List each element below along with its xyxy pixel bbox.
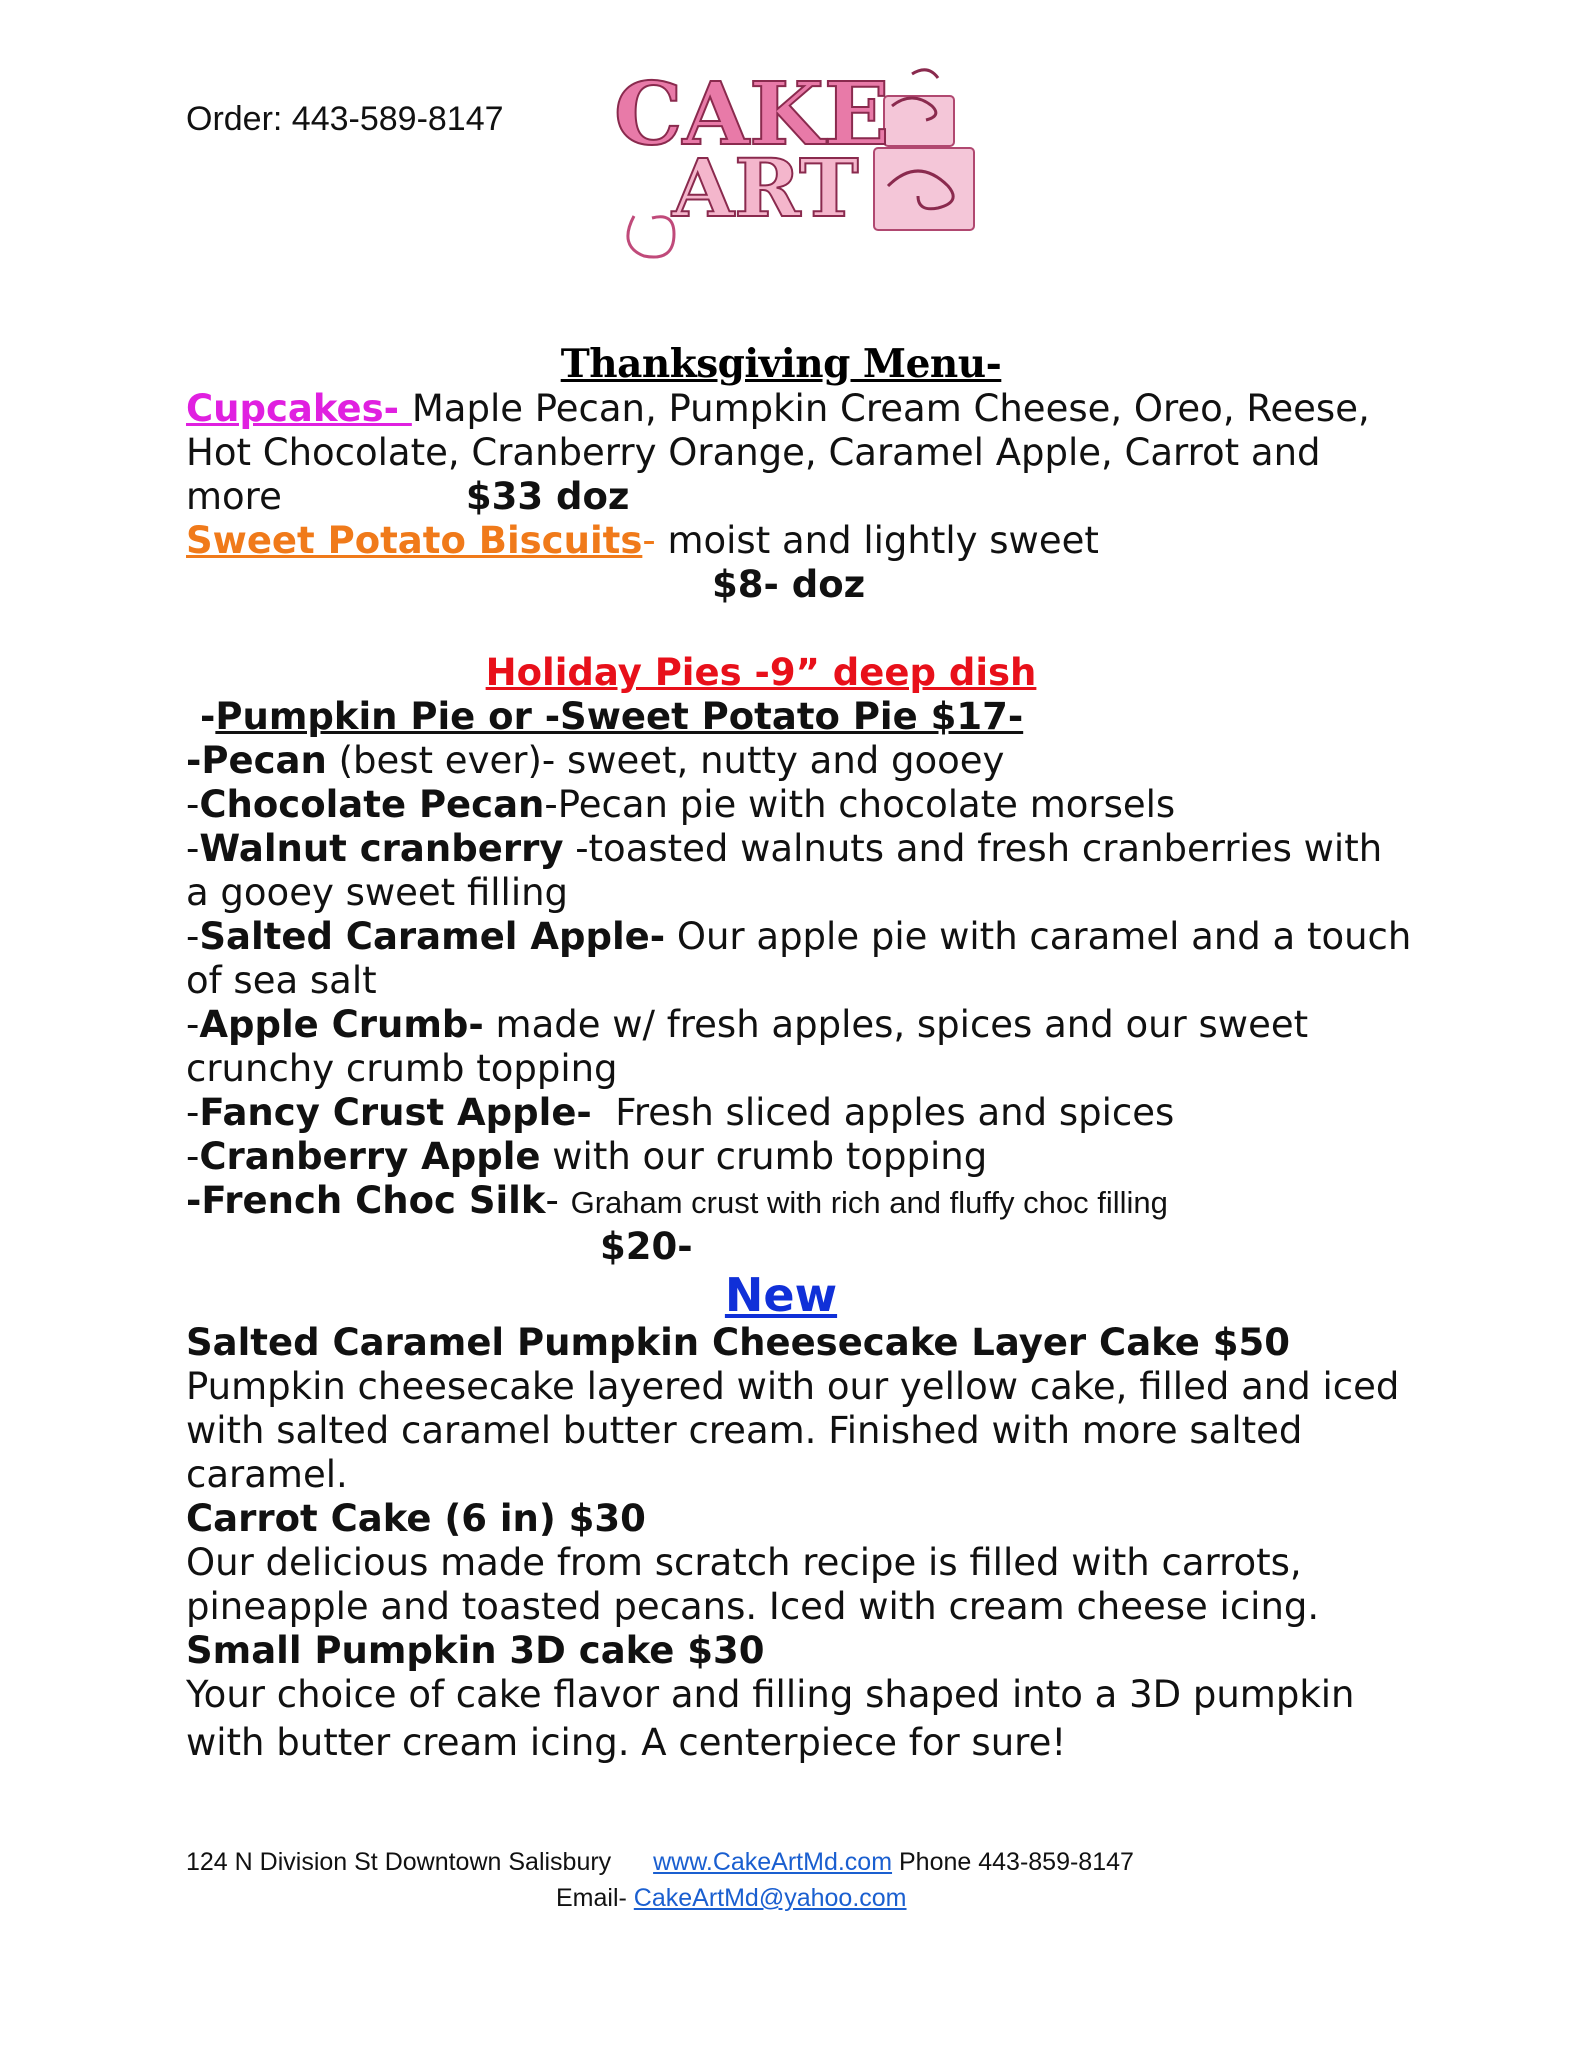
- cupcakes-flavors-2: Hot Chocolate, Cranberry Orange, Caramel Apple, Carrot and: [186, 431, 1321, 474]
- pie-choc-pecan-desc: -Pecan pie with chocolate morsels: [544, 783, 1176, 826]
- pie-silk-name: -French Choc Silk: [186, 1179, 546, 1222]
- new-item2-desc-2: pineapple and toasted pecans. Iced with cream cheese icing.: [186, 1585, 1320, 1628]
- pie-apple-crumb: -Apple Crumb- made w/ fresh apples, spices and our sweet: [186, 1003, 1309, 1046]
- logo-cake-text: CAKE: [614, 66, 890, 165]
- cupcakes-flavors-3: more: [186, 475, 282, 518]
- menu-body: Thanksgiving Menu- Cupcakes- Maple Pecan, Pumpkin Cream Cheese, Oreo, Reese, Hot Chocolate, Cranberry Orange, Caramel Apple, Carrot and more $33 doz Sweet Potato Biscuits- moist and lightly sweet $8- doz Holiday Pies -9” deep dish -Pumpkin Pie or -Sweet Potato Pie $17- -Pecan (best ever)- sweet, nutty and gooey -Chocolate Pecan-Pecan pie with chocolate morsels -Walnut cranberry -toasted walnuts and fresh cranberries with a gooey sweet filling -Salted Caramel Apple- Our apple pie with caramel and a touch of sea salt -Apple Crumb- made w/ fresh apples, spices and our sweet crunchy crumb topping -Fancy Crust Apple- Fresh sliced apples and spices -Cranberry Apple with our crumb topping -French Choc Silk- Graham crust with rich and fluffy choc filling $20- New Salted Caramel Pumpkin Cheesecake Layer Cake $50 Pumpkin cheesecake layered with our yellow cake, filled and iced with salted caramel butter cream. Finished with more salted caramel. Carrot Cake (6 in) $30 Our delicious made from scratch recipe is filled with carrots, pineapple and toasted pecans. Iced with cream cheese icing. Small Pumpkin 3D cake $30 Your choice of cake flavor and filling shaped into a 3D pumpkin with butter cream icing. A centerpiece for sure!: [186, 342, 1416, 1765]
- footer: [186, 1844, 1186, 1916]
- pie-cran-name: Cranberry Apple: [199, 1135, 541, 1178]
- new-item2-desc-1: Our delicious made from scratch recipe is filled with carrots,: [186, 1541, 1302, 1584]
- new-item1-desc-2: with salted caramel butter cream. Finished with more salted: [186, 1409, 1303, 1452]
- pies-heading: Holiday Pies -9” deep dish: [485, 651, 1037, 694]
- cupcakes-price: $33 doz: [465, 475, 630, 518]
- pie-silk-dash: -: [545, 1179, 571, 1222]
- cake-art-logo: [612, 66, 992, 262]
- biscuits-section: [186, 519, 1416, 563]
- pie-crumb-desc-2: crunchy crumb topping: [186, 1047, 618, 1090]
- biscuits-dash: -: [642, 519, 656, 562]
- pie-crumb-name: Apple Crumb-: [199, 1003, 484, 1046]
- logo-art-text: ART: [672, 141, 859, 235]
- pie-cran-desc: with our crumb topping: [540, 1135, 988, 1178]
- new-item3-desc-2: with butter cream icing. A centerpiece for sure!: [186, 1721, 1067, 1764]
- biscuits-desc: moist and lightly sweet: [655, 519, 1099, 562]
- pie-walnut: -Walnut cranberry -toasted walnuts and fresh cranberries with: [186, 827, 1383, 870]
- pie-pecan: [186, 739, 1416, 783]
- cupcakes-flavors-1: Maple Pecan, Pumpkin Cream Cheese, Oreo, Reese,: [411, 387, 1370, 430]
- pies-pumpkin-line: Pumpkin Pie or -Sweet Potato Pie $17-: [215, 695, 1024, 738]
- biscuits-price: $8- doz: [712, 563, 866, 606]
- footer-address: 124 N Division St Downtown Salisbury: [186, 1848, 612, 1876]
- pie-french-silk: [186, 1179, 1416, 1225]
- new-item1-desc-1: Pumpkin cheesecake layered with our yellow cake, filled and iced: [186, 1365, 1400, 1408]
- new-item3-desc-1: Your choice of cake flavor and filling shaped into a 3D pumpkin: [186, 1673, 1355, 1716]
- pie-fancy-name: Fancy Crust Apple-: [199, 1091, 592, 1134]
- new-item2-title: Carrot Cake (6 in) $30: [186, 1497, 646, 1540]
- pie-salted-desc-1: Our apple pie with caramel and a touch: [665, 915, 1412, 958]
- biscuits-label: Sweet Potato Biscuits: [186, 519, 643, 562]
- new-item3-title: Small Pumpkin 3D cake $30: [186, 1629, 765, 1672]
- pie-fancy-desc: Fresh sliced apples and spices: [591, 1091, 1175, 1134]
- cupcakes-label: Cupcakes-: [186, 387, 412, 430]
- pie-salted-desc-2: of sea salt: [186, 959, 377, 1002]
- pie-crumb-desc-1: made w/ fresh apples, spices and our sweet: [483, 1003, 1309, 1046]
- pie-silk-desc: Graham crust with rich and fluffy choc filling: [570, 1185, 1168, 1220]
- new-item1-title: Salted Caramel Pumpkin Cheesecake Layer Cake $50: [186, 1321, 1290, 1364]
- menu-title: Thanksgiving Menu-: [560, 341, 1002, 387]
- footer-email-link[interactable]: CakeArtMd@yahoo.com: [633, 1884, 907, 1912]
- cupcakes-section: [186, 387, 1416, 431]
- pie-fancy-crust: -Fancy Crust Apple- Fresh sliced apples and spices: [186, 1091, 1175, 1134]
- footer-email-label: Email-: [556, 1884, 634, 1912]
- pie-choc-pecan-name: Chocolate Pecan: [199, 783, 545, 826]
- pie-pecan-name: -Pecan: [186, 739, 327, 782]
- pie-cranberry-apple: -Cranberry Apple with our crumb topping: [186, 1135, 988, 1178]
- footer-website-link[interactable]: www.CakeArtMd.com: [653, 1848, 893, 1876]
- pie-silk-price: $20-: [600, 1225, 693, 1268]
- pie-walnut-desc-1: -toasted walnuts and fresh cranberries with: [563, 827, 1383, 870]
- pie-walnut-desc-2: a gooey sweet filling: [186, 871, 569, 914]
- pie-salted-name: Salted Caramel Apple-: [199, 915, 666, 958]
- pie-walnut-name: Walnut cranberry: [199, 827, 564, 870]
- order-phone: Order: 443-589-8147: [186, 100, 504, 138]
- new-heading: New: [724, 1268, 838, 1322]
- pie-salted-caramel: -Salted Caramel Apple- Our apple pie with caramel and a touch: [186, 915, 1412, 958]
- pie-pecan-desc: (best ever)- sweet, nutty and gooey: [326, 739, 1005, 782]
- footer-phone: Phone 443-859-8147: [899, 1848, 1134, 1876]
- pie-choc-pecan: -Chocolate Pecan-Pecan pie with chocolate morsels: [186, 783, 1176, 826]
- new-item1-desc-3: caramel.: [186, 1453, 348, 1496]
